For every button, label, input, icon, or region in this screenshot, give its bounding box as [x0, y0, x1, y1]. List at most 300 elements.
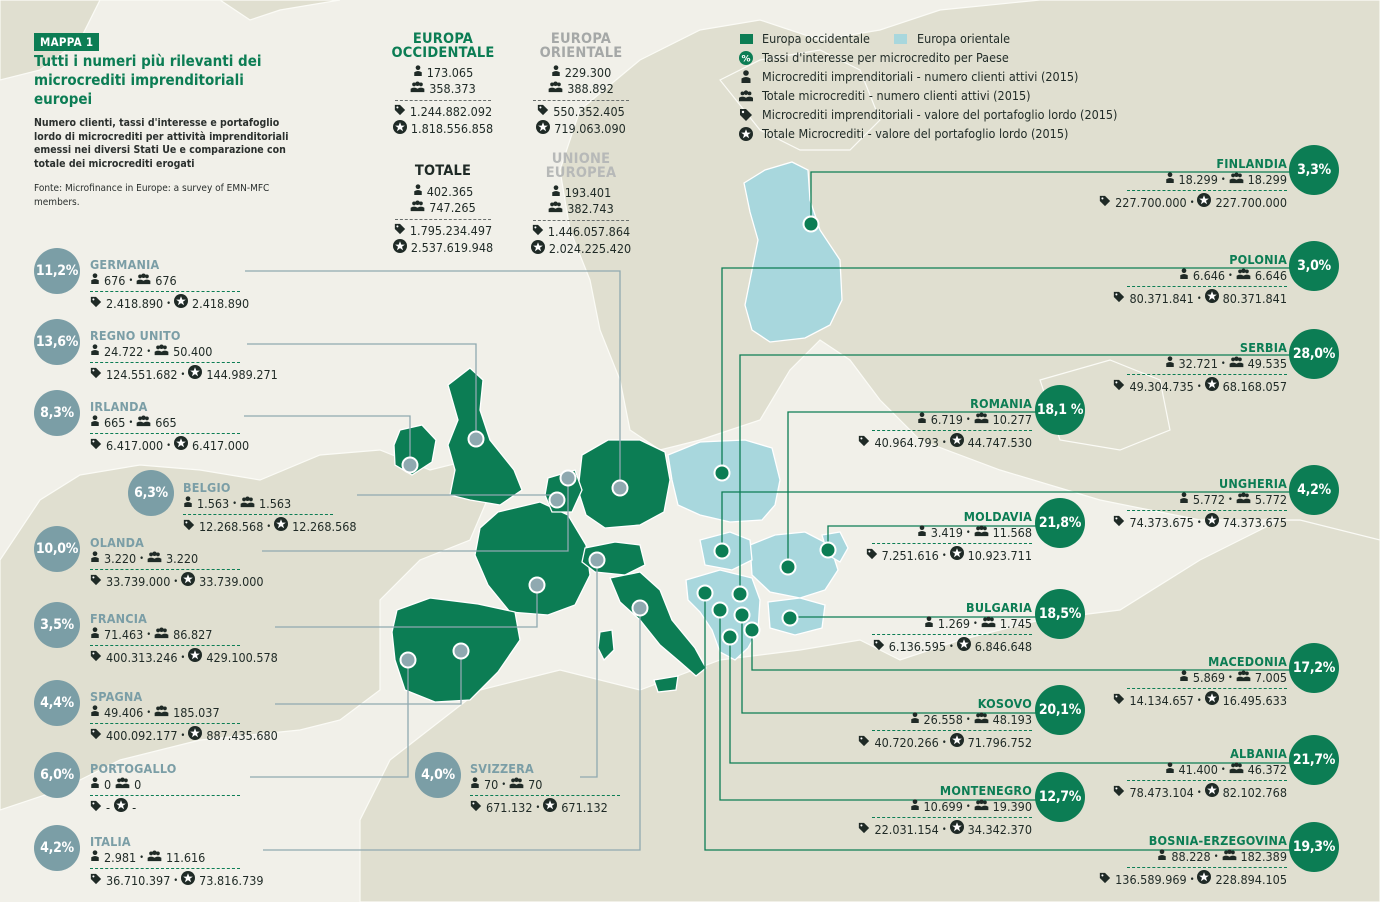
tag-icon [1113, 378, 1125, 396]
portfolio-row [90, 294, 249, 313]
rate-badge-romania: 18,1 % [1035, 385, 1085, 435]
legend-item-west [739, 29, 1117, 48]
portfolio-row [90, 726, 278, 745]
clients-row [1113, 761, 1287, 779]
rate-badge-regno-unito: 13,6% [34, 319, 80, 365]
rate-badge-ungheria: 4,2% [1289, 465, 1339, 515]
portfolio-value: - [106, 799, 111, 815]
marker-serbia[interactable] [733, 587, 748, 602]
tag-icon [90, 799, 102, 817]
divider [1127, 374, 1287, 375]
total-portfolio-value: 80.371.841 [1222, 290, 1287, 306]
person-icon [90, 343, 100, 361]
group-icon [548, 201, 563, 217]
clients-row [858, 411, 1032, 429]
legend-item-total-portfolio [739, 124, 1117, 143]
marker-romania[interactable] [781, 560, 796, 575]
tag-icon [1099, 871, 1111, 889]
marker-bosnia[interactable] [698, 586, 713, 601]
clients-value: 41.400 [1178, 762, 1218, 777]
total-portfolio-value: 671.132 [561, 799, 608, 815]
tag-icon [394, 104, 406, 120]
portfolio-value: 40.964.793 [874, 434, 939, 450]
clients-row [90, 849, 264, 867]
star-icon [1205, 377, 1219, 396]
marker-finlandia[interactable] [804, 217, 819, 232]
country-card-irlanda[interactable] [90, 400, 249, 455]
country-name: BELGIO [183, 480, 231, 495]
total-clients-value: 676 [155, 273, 177, 288]
group-icon [1229, 761, 1244, 779]
person-icon [917, 411, 927, 429]
portfolio-row [858, 820, 1032, 839]
summary-heading-line1: UNIONE [551, 151, 611, 167]
total-clients-value: 19.390 [992, 799, 1032, 814]
country-card-kosovo[interactable] [858, 697, 1032, 752]
summary-heading-line1: EUROPA [550, 31, 612, 47]
portfolio-row [90, 365, 278, 384]
summary-total-portfolio-value: 1.818.556.858 [410, 121, 494, 136]
separator-dot: • [1196, 695, 1202, 706]
summary-total-portfolio [374, 239, 512, 257]
portfolio-value: 22.031.154 [874, 821, 939, 837]
group-icon [974, 798, 989, 816]
country-card-serbia[interactable] [1113, 341, 1287, 396]
portfolio-value: 49.304.735 [1129, 378, 1194, 394]
portfolio-value: 6.136.595 [888, 638, 946, 654]
marker-kosovo[interactable] [735, 608, 750, 623]
separator-dot: • [1228, 495, 1233, 505]
country-card-olanda[interactable] [90, 536, 264, 591]
summary-total-clients-value: 388.892 [567, 81, 614, 96]
group-icon [136, 414, 151, 432]
rate-badge-germania: 11,2% [34, 248, 80, 294]
rate-badge-bulgaria: 18,5% [1035, 589, 1085, 639]
country-card-bosnia[interactable] [1099, 834, 1287, 889]
portfolio-value: 124.551.682 [106, 366, 178, 382]
total-portfolio-value: - [132, 799, 137, 815]
portfolio-value: 400.313.246 [106, 649, 178, 665]
map-tag: MAPPA 1 [34, 33, 99, 51]
country-name: BULGARIA [966, 600, 1032, 615]
summary-total-clients [512, 201, 650, 217]
separator-dot: • [146, 708, 152, 718]
portfolio-row [1113, 289, 1287, 308]
country-name: ITALIA [90, 834, 131, 849]
portfolio-row [470, 798, 620, 817]
person-icon [1179, 267, 1189, 285]
country-card-finlandia[interactable] [1099, 157, 1287, 212]
country-name: PORTOGALLO [90, 761, 177, 776]
clients-row [470, 776, 620, 794]
portfolio-row [90, 798, 240, 817]
clients-row [1113, 267, 1287, 285]
summary-heading-line2: EUROPEA [545, 164, 617, 181]
star-icon [188, 726, 202, 745]
separator-dot: • [146, 630, 152, 640]
separator-dot: • [166, 298, 171, 309]
marker-bulgaria[interactable] [783, 611, 798, 626]
group-icon [154, 626, 169, 644]
country-name: SPAGNA [90, 689, 143, 704]
person-icon [910, 798, 920, 816]
country-card-montenegro[interactable] [858, 784, 1032, 839]
separator-dot: • [973, 619, 978, 629]
summary-portfolio-value: 1.795.234.497 [409, 222, 493, 238]
marker-spagna[interactable] [454, 644, 469, 659]
total-clients-value: 11.616 [165, 850, 206, 865]
person-icon [470, 776, 480, 794]
marker-albania[interactable] [723, 630, 738, 645]
total-clients-value: 10.277 [992, 412, 1032, 427]
total-portfolio-value: 6.846.648 [974, 638, 1032, 654]
marker-polonia[interactable] [715, 466, 730, 481]
divider [872, 543, 1032, 544]
marker-montenegro[interactable] [713, 603, 728, 618]
star-icon [1205, 691, 1219, 710]
divider [533, 220, 629, 221]
legend-item-total-clients [739, 86, 1117, 105]
legend-west-label: Europa occidentale [762, 31, 870, 46]
rate-badge-spagna: 4,4% [34, 680, 80, 726]
country-name: FRANCIA [90, 611, 147, 626]
legend-portfolio-label: Microcrediti imprenditoriali - valore del portafoglio lordo (2015) [762, 107, 1118, 122]
star-icon [188, 648, 202, 667]
portfolio-row [1113, 513, 1287, 532]
person-icon [90, 626, 100, 644]
marker-italia[interactable] [633, 601, 648, 616]
separator-dot: • [949, 641, 954, 652]
marker-svizzera[interactable] [590, 553, 605, 568]
marker-regno-unito[interactable] [469, 432, 484, 447]
country-card-macedonia[interactable] [1113, 655, 1287, 710]
country-name: GERMANIA [90, 257, 160, 272]
country-name: BOSNIA-ERZEGOVINA [1148, 833, 1287, 848]
separator-dot: • [941, 824, 947, 835]
divider [90, 291, 240, 292]
person-icon [90, 776, 100, 794]
clients-value: 2.981 [104, 850, 137, 865]
country-name: MOLDAVIA [963, 509, 1032, 524]
percent-icon [739, 51, 753, 65]
star-icon [1205, 289, 1219, 308]
star-icon [181, 572, 195, 591]
tag-icon [394, 223, 406, 239]
marker-ungheria[interactable] [715, 544, 730, 559]
portfolio-value: 6.417.000 [106, 437, 164, 453]
country-card-bulgaria[interactable] [872, 601, 1032, 656]
person-icon [1165, 171, 1175, 189]
country-card-germania[interactable] [90, 258, 249, 313]
portfolio-row [858, 433, 1032, 452]
clients-value: 18.299 [1178, 172, 1218, 187]
separator-dot: • [128, 276, 134, 286]
total-portfolio-value: 429.100.578 [206, 649, 278, 665]
country-card-italia[interactable] [90, 835, 264, 890]
separator-dot: • [1213, 852, 1219, 862]
tag-icon [90, 295, 102, 313]
person-icon [1179, 491, 1189, 509]
portfolio-value: 136.589.969 [1115, 871, 1187, 887]
clients-value: 1.269 [937, 616, 971, 631]
summary-total-portfolio-value: 2.537.619.948 [410, 239, 494, 255]
total-clients-value: 7.005 [1254, 670, 1287, 685]
total-clients-value: 11.568 [992, 525, 1032, 540]
summary-eu [512, 153, 650, 258]
divider [90, 723, 240, 724]
star-icon [188, 365, 202, 384]
country-card-moldavia[interactable] [866, 510, 1032, 565]
rate-badge-polonia: 3,0% [1289, 241, 1339, 291]
group-icon [115, 776, 130, 794]
clients-row [858, 798, 1032, 816]
summary-total-portfolio-value: 2.024.225.420 [548, 241, 632, 256]
clients-row [90, 414, 249, 432]
star-icon [1197, 193, 1211, 212]
portfolio-row [866, 546, 1032, 565]
person-icon [910, 711, 920, 729]
tag-icon [537, 104, 549, 120]
group-icon [147, 550, 162, 568]
country-name: POLONIA [1229, 252, 1287, 267]
person-icon [551, 65, 561, 81]
clients-value: 88.228 [1171, 849, 1211, 864]
clients-row [866, 524, 1032, 542]
country-name: FINLANDIA [1216, 156, 1287, 171]
summary-west [374, 33, 512, 138]
tag-icon [739, 108, 753, 122]
legend-item-clients [739, 67, 1117, 86]
portfolio-value: 14.134.657 [1129, 692, 1194, 708]
marker-irlanda[interactable] [403, 458, 418, 473]
rate-badge-svizzera: 4,0% [415, 752, 461, 798]
person-icon [413, 184, 423, 200]
person-icon [917, 524, 927, 542]
group-icon [136, 272, 151, 290]
portfolio-value: 227.700.000 [1115, 194, 1187, 210]
separator-dot: • [941, 737, 947, 748]
separator-dot: • [941, 437, 947, 448]
clients-value: 1.563 [197, 496, 230, 511]
portfolio-value: 36.710.397 [106, 872, 171, 888]
star-icon [181, 871, 195, 890]
rate-badge-macedonia: 17,2% [1289, 643, 1339, 693]
clients-value: 49.406 [104, 705, 144, 720]
star-icon [531, 240, 545, 258]
west-swatch [740, 34, 753, 44]
separator-dot: • [1196, 517, 1202, 528]
divider [1127, 780, 1287, 781]
marker-francia[interactable] [530, 578, 545, 593]
summary-total-clients [512, 81, 650, 97]
country-card-regno-unito[interactable] [90, 329, 278, 384]
country-card-ungheria[interactable] [1113, 477, 1287, 532]
clients-value: 3.220 [104, 551, 137, 566]
clients-row [90, 343, 278, 361]
tag-icon [1113, 784, 1125, 802]
total-clients-value: 5.772 [1254, 492, 1287, 507]
rate-badge-serbia: 28,0% [1289, 329, 1339, 379]
marker-macedonia[interactable] [745, 623, 760, 638]
tag-icon [873, 638, 885, 656]
country-card-portogallo[interactable] [90, 762, 240, 817]
total-clients-value: 6.646 [1254, 268, 1287, 283]
total-portfolio-value: 33.739.000 [199, 573, 264, 589]
separator-dot: • [1196, 293, 1202, 304]
summary-clients-value: 193.401 [564, 185, 612, 200]
portfolio-value: 33.739.000 [106, 573, 171, 589]
clients-row [1113, 355, 1287, 373]
total-portfolio-value: 74.373.675 [1222, 514, 1287, 530]
divider [1127, 510, 1287, 511]
summary-heading-line1: TOTALE [414, 163, 472, 179]
star-icon [1197, 870, 1211, 889]
clients-row [183, 495, 357, 513]
person-icon [90, 414, 100, 432]
summary-total-clients [374, 200, 512, 216]
legend-item-portfolio [739, 105, 1117, 124]
divider [872, 817, 1032, 818]
group-icon [1236, 491, 1251, 509]
country-card-spagna[interactable] [90, 690, 278, 745]
country-card-polonia[interactable] [1113, 253, 1287, 308]
summary-heading [374, 165, 512, 179]
portfolio-row [1113, 783, 1287, 802]
divider [872, 430, 1032, 431]
summary-east [512, 33, 650, 138]
leader-line-regno-unito [247, 344, 476, 439]
total-clients-value: 70 [528, 777, 543, 792]
tag-icon [858, 434, 870, 452]
star-icon [393, 120, 407, 138]
clients-row [1113, 669, 1287, 687]
summary-portfolio-value: 1.446.057.864 [547, 224, 631, 239]
total-clients-value: 0 [134, 777, 142, 792]
summary-total-clients-value: 382.743 [567, 201, 614, 216]
separator-dot: • [266, 521, 272, 532]
marker-olanda[interactable] [561, 471, 576, 486]
marker-moldavia[interactable] [821, 543, 836, 558]
portfolio-value: 7.251.616 [881, 547, 939, 563]
separator-dot: • [1220, 175, 1226, 185]
separator-dot: • [941, 550, 947, 561]
tag-icon [858, 734, 870, 752]
total-portfolio-value: 144.989.271 [206, 366, 278, 382]
divider [395, 100, 491, 101]
source-note: Fonte: Microfinance in Europe: a survey of EMN-MFC members. [34, 183, 270, 208]
separator-dot: • [180, 730, 186, 741]
group-icon [410, 81, 425, 97]
total-portfolio-value: 12.268.568 [292, 518, 357, 534]
summary-total-portfolio-value: 719.063.090 [554, 121, 626, 136]
divider [1127, 190, 1287, 191]
summary-heading [512, 153, 650, 180]
person-icon [1179, 669, 1189, 687]
total-portfolio-value: 34.342.370 [967, 821, 1032, 837]
summary-total-portfolio [374, 120, 512, 138]
clients-row [90, 626, 278, 644]
tag-icon [1113, 290, 1125, 308]
country-card-albania[interactable] [1113, 747, 1287, 802]
page-subtitle: Numero clienti, tassi d'interesse e portafoglio lordo di microcrediti per attività imprenditoriali emessi nei diversi Stati Ue e comparazione con totale dei microcrediti erogati [34, 117, 289, 170]
country-card-belgio[interactable] [183, 481, 357, 536]
portfolio-row [90, 871, 264, 890]
total-clients-value: 1.563 [258, 496, 292, 511]
divider [1127, 286, 1287, 287]
divider [90, 569, 240, 570]
total-portfolio-value: 73.816.739 [199, 872, 264, 888]
clients-row [90, 704, 278, 722]
country-name: KOSOVO [977, 696, 1032, 711]
summary-total-clients-value: 358.373 [429, 81, 476, 96]
group-icon [974, 411, 989, 429]
map-great-britain [448, 368, 522, 505]
clients-value: 24.722 [104, 344, 144, 359]
group-icon [1222, 848, 1237, 866]
marker-portogallo[interactable] [401, 653, 416, 668]
rate-badge-kosovo: 20,1% [1035, 685, 1085, 735]
portfolio-row [90, 648, 278, 667]
separator-dot: • [1228, 271, 1233, 281]
summary-total-clients-value: 747.265 [429, 199, 476, 215]
star-icon [950, 820, 964, 839]
star-icon [536, 120, 550, 138]
country-card-francia[interactable] [90, 612, 278, 667]
page-title: Tutti i numeri più rilevanti dei microcrediti imprenditoriali europei [34, 52, 262, 108]
summary-portfolio-value: 1.244.882.092 [409, 104, 493, 119]
marker-belgio[interactable] [550, 493, 565, 508]
group-icon [410, 200, 425, 216]
star-icon [274, 517, 288, 536]
summary-portfolio [512, 224, 650, 240]
summary-heading-line2: ORIENTALE [539, 44, 623, 61]
legend-rate-label: Tassi d'interesse per microcredito per Paese [762, 50, 1009, 65]
portfolio-value: 78.473.104 [1129, 784, 1194, 800]
clients-row [872, 615, 1032, 633]
star-icon [950, 733, 964, 752]
legend-item-rate [739, 48, 1117, 67]
star-icon [957, 637, 971, 656]
country-card-romania[interactable] [858, 397, 1032, 452]
divider [872, 634, 1032, 635]
star-icon [543, 798, 557, 817]
clients-row [858, 711, 1032, 729]
total-portfolio-value: 68.168.057 [1222, 378, 1287, 394]
separator-dot: • [173, 875, 179, 886]
separator-dot: • [232, 499, 237, 509]
summary-heading [512, 33, 650, 60]
marker-germania[interactable] [613, 481, 628, 496]
country-name: UNGHERIA [1218, 476, 1287, 491]
group-icon [147, 849, 162, 867]
total-clients-value: 3.220 [165, 551, 199, 566]
group-icon [739, 89, 753, 103]
summary-clients-value: 173.065 [426, 65, 474, 80]
group-icon [240, 495, 255, 513]
total-portfolio-value: 16.495.633 [1222, 692, 1287, 708]
portfolio-value: 671.132 [486, 799, 533, 815]
total-clients-value: 1.745 [999, 616, 1032, 631]
total-portfolio-value: 10.923.711 [967, 547, 1032, 563]
legend-east-label: Europa orientale [916, 31, 1011, 46]
total-clients-value: 49.535 [1247, 356, 1287, 371]
clients-value: 676 [104, 273, 126, 288]
separator-dot: • [173, 576, 179, 587]
divider [90, 795, 240, 796]
divider [395, 219, 491, 220]
country-card-svizzera[interactable] [470, 762, 620, 817]
portfolio-value: 40.720.266 [874, 734, 939, 750]
